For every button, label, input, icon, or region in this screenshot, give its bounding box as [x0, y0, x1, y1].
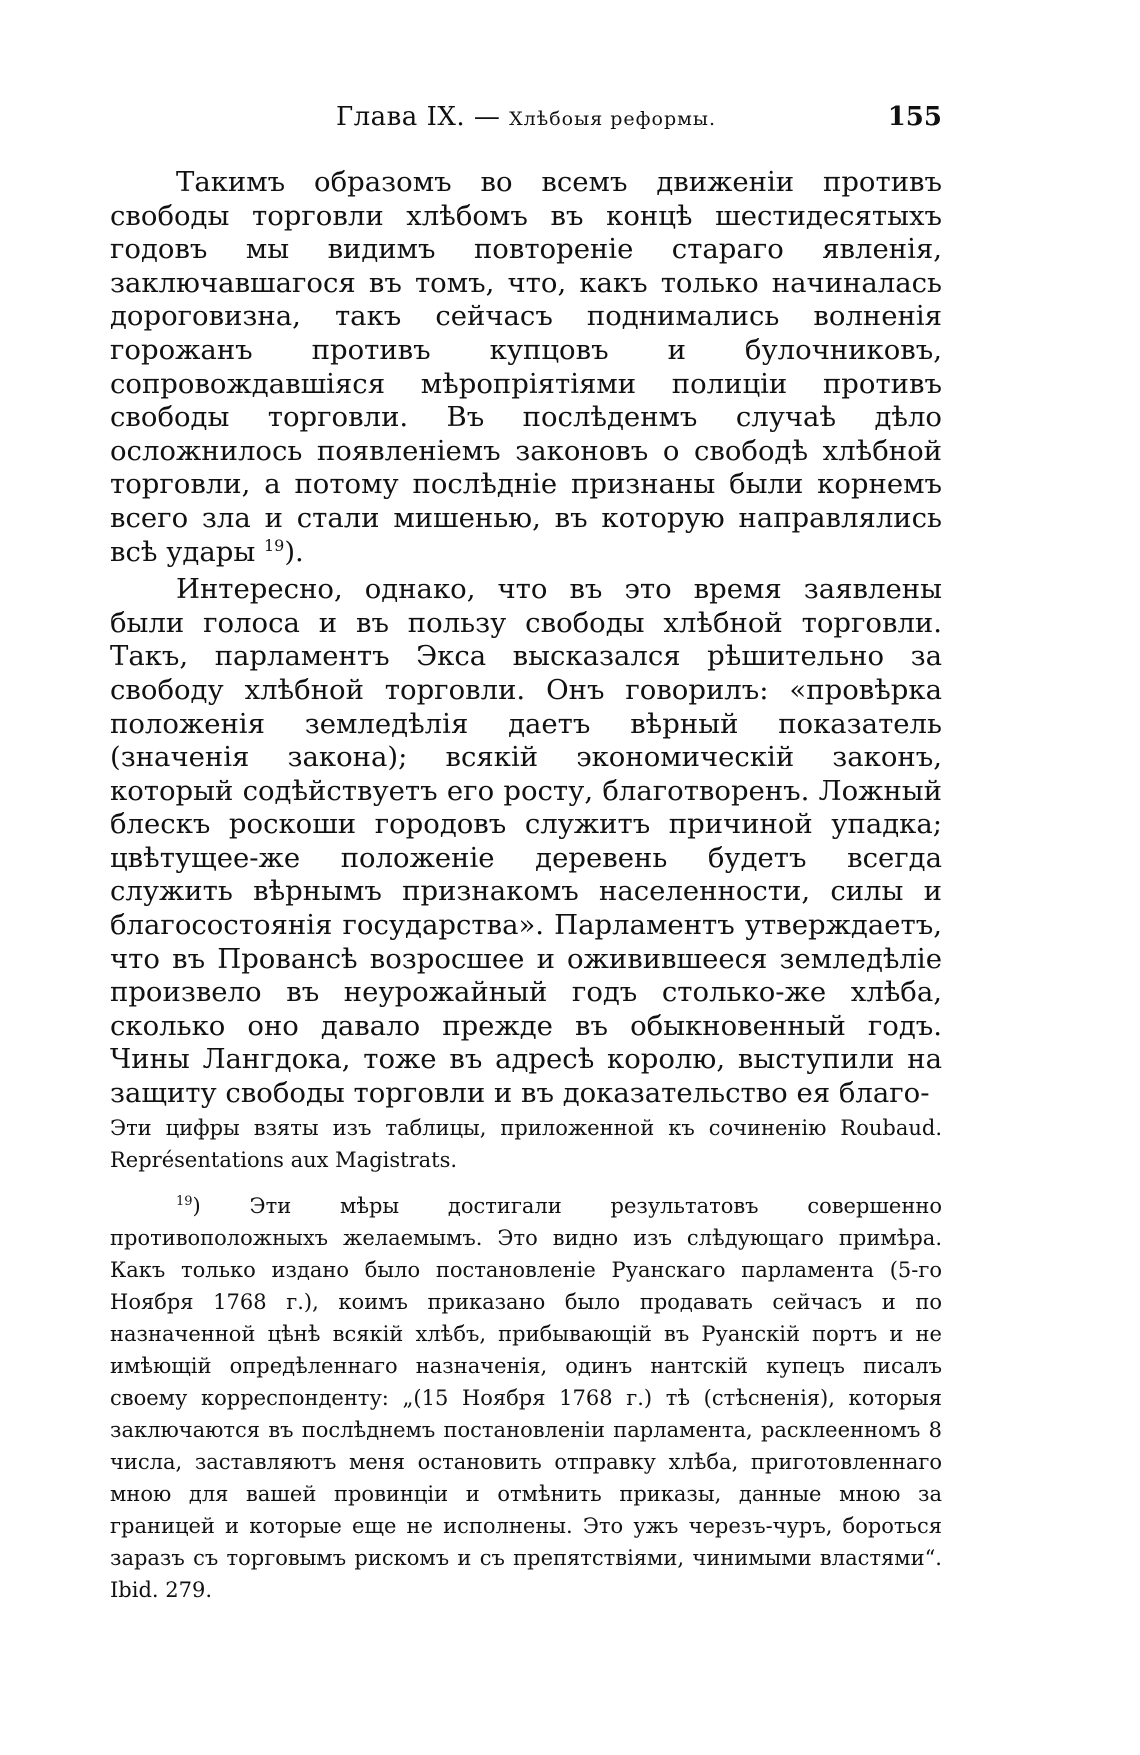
chapter-heading	[110, 102, 942, 132]
page-number: 155	[887, 102, 942, 132]
paragraph-1-end: ).	[284, 535, 304, 568]
chapter-label: Глава IX. —	[335, 102, 510, 132]
footnotes	[110, 1112, 942, 1606]
main-text	[110, 166, 942, 1111]
paragraph-2: Интересно, однако, что въ это время заявлены были голоса и въ пользу свободы хлѣбной торговли. Такъ, парламентъ Экса высказался рѣшительно за свободу хлѣбной торговли. Онъ говорилъ: «провѣрка положенія земледѣлія даетъ вѣрный показатель (значенія закона); всякій экономическій законъ, который содѣйствуетъ его росту, благотворенъ. Ложный блескъ роскоши городовъ служитъ причиной упадка; цвѣтущее-же положеніе деревень будетъ всегда служить вѣрнымъ признакомъ населенности, силы и благосостоянія государства». Парламентъ утверждаетъ, что въ Провансѣ возросшее и оживившееся земледѣліе произвело въ неурожайный годъ столько-же хлѣба, сколько оно давало прежде въ обыкновенный годъ. Чины Лангдока, тоже въ адресѣ королю, выступили на защиту свободы торговли и въ доказательство ея благо-	[110, 573, 942, 1110]
paragraph-1	[110, 166, 942, 569]
running-header	[110, 102, 942, 142]
chapter-title: Хлѣбоыя реформы.	[509, 108, 717, 130]
paragraph-1-text: Такимъ образомъ во всемъ движеніи противъ свободы торговли хлѣбомъ въ концѣ шестидесятыхъ годовъ мы видимъ повтореніе стараго явленія, заключавшагося въ томъ, что, какъ только начиналась дороговизна, такъ сейчасъ поднимались волненія горожанъ противъ купцовъ и булочниковъ, сопровождавшіяся мѣропріятіями полиціи противъ свободы торговли. Въ послѣденмъ случаѣ дѣло осложнилось появленіемъ законовъ о свободѣ хлѣбной торговли, а потому послѣдніе признаны были корнемъ всего зла и стали мишенью, въ которую направлялись всѣ удары	[110, 166, 942, 568]
footnote-19	[110, 1190, 942, 1606]
footnote-reference: 19	[263, 535, 285, 555]
footnote-marker: 19	[176, 1194, 193, 1209]
footnote-19-text: ) Эти мѣры достигали результатовъ совершенно противоположныхъ желаемымъ. Это видно изъ слѣдующаго примѣра. Какъ только издано было постановленіе Руанскаго парламента (5-го Ноября 1768 г.), коимъ приказано было продавать сейчасъ и по назначенной цѣнѣ всякій хлѣбъ, прибывающій въ Руанскій портъ и не имѣющій опредѣленнаго назначенія, одинъ нантскій купецъ писалъ своему корреспонденту: „(15 Ноября 1768 г.) тѣ (стѣсненія), которыя заключаются въ послѣднемъ постановленіи парламента, расклеенномъ 8 числа, заставляютъ меня остановить отправку хлѣба, приготовленнаго мною для вашей провинціи и отмѣнить приказы, данные мною за границей и которые еще не исполнены. Это ужъ черезъ-чуръ, бороться заразъ съ торговымъ рискомъ и съ препятствіями, чинимыми властями“. Ibid. 279.	[110, 1194, 942, 1602]
footnote-continued: Эти цифры взяты изъ таблицы, приложенной къ сочиненію Roubaud. Représentations aux Magistrats.	[110, 1116, 942, 1172]
